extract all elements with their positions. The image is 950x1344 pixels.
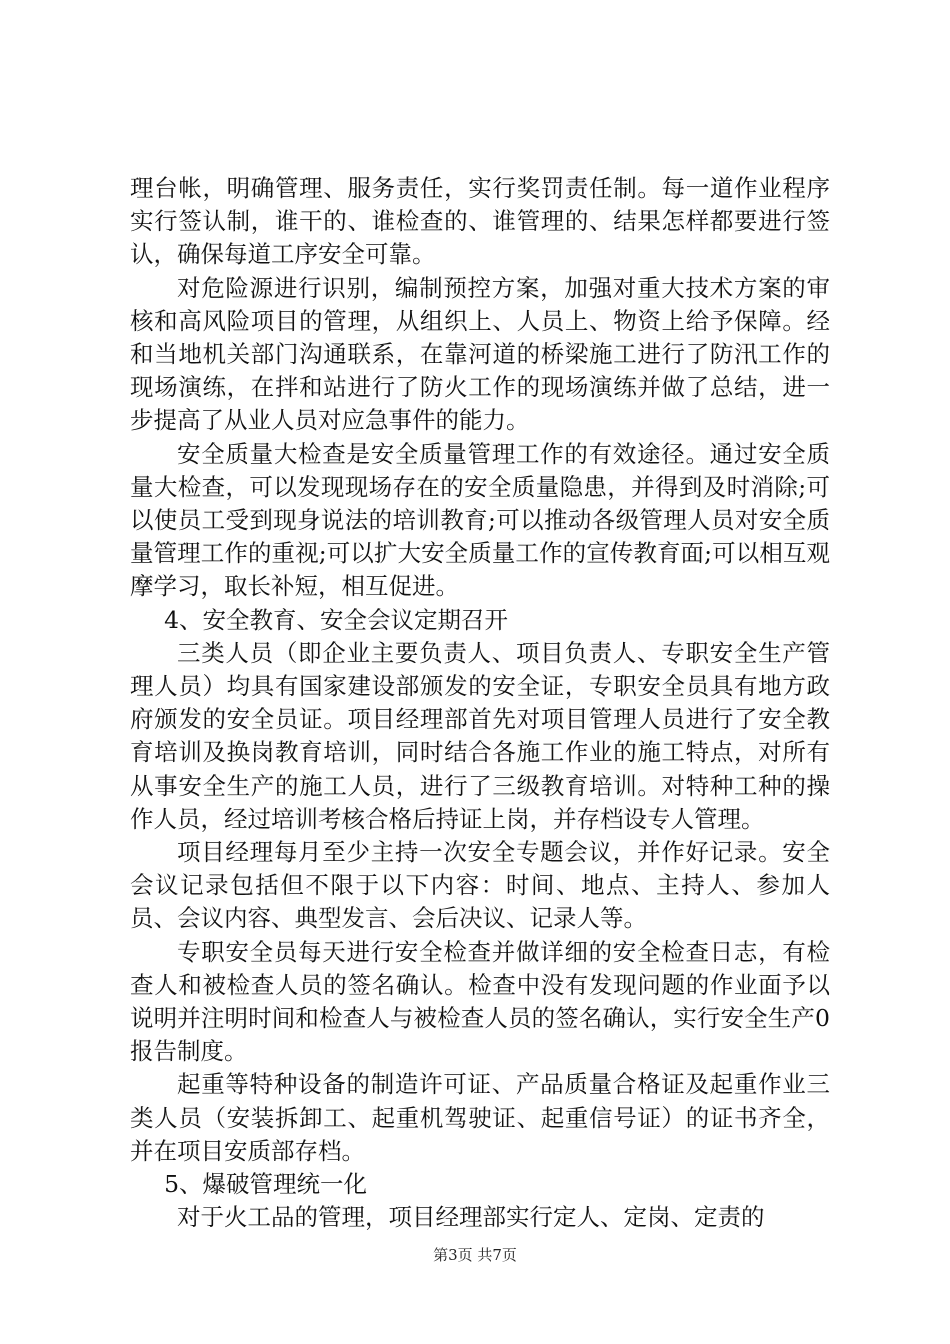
paragraph-hazard-identification: 对危险源进行识别，编制预控方案，加强对重大技术方案的审核和高风险项目的管理，从组织上、人员上、物资上给予保障。经和当地机关部门沟通联系，在靠河道的桥梁施工进行了防汛工作的现场演练，在拌和站进行了防火工作的现场演练并做了总结，进一步提高了从业人员对应急事件的能力。 — [130, 273, 830, 435]
paragraph-continuation: 理台帐，明确管理、服务责任，实行奖罚责任制。每一道作业程序实行签认制，谁干的、谁检查的、谁管理的、结果怎样都要进行签认，确保每道工序安全可靠。 — [130, 174, 830, 269]
page-number: 第3页 共7页 — [433, 1246, 517, 1264]
section-heading-5: 5、爆破管理统一化 — [164, 1170, 368, 1199]
paragraph-three-personnel: 三类人员（即企业主要负责人、项目负责人、专职安全生产管理人员）均具有国家建设部颁发的安全证，专职安全员具有地方政府颁发的安全员证。项目经理部首先对项目管理人员进行了安全教育培训及换岗教育培训，同时结合各施工作业的施工特点，对所有从事安全生产的施工人员，进行了三级教育培训。对特种工种的操作人员，经过培训考核合格后持证上岗，并存档设专人管理。 — [130, 638, 830, 833]
document-body — [130, 172, 830, 1235]
paragraph-special-equipment: 起重等特种设备的制造许可证、产品质量合格证及起重作业三类人员（安装拆卸工、起重机驾驶证、起重信号证）的证书齐全，并在项目安质部存档。 — [130, 1070, 830, 1165]
page-footer — [0, 1244, 950, 1265]
paragraph-daily-inspection: 专职安全员每天进行安全检查并做详细的安全检查日志，有检查人和被检查人员的签名确认。检查中没有发现问题的作业面予以说明并注明时间和检查人与被检查人员的签名确认，实行安全生产0报告制度。 — [130, 937, 830, 1066]
paragraph-explosives: 对于火工品的管理，项目经理部实行定人、定岗、定责的 — [177, 1203, 765, 1232]
paragraph-safety-inspection: 安全质量大检查是安全质量管理工作的有效途径。通过安全质量大检查，可以发现现场存在的安全质量隐患，并得到及时消除;可以使员工受到现身说法的培训教育;可以推动各级管理人员对安全质量管理工作的重视;可以扩大安全质量工作的宣传教育面;可以相互观摩学习，取长补短，相互促进。 — [130, 439, 830, 601]
paragraph-monthly-meeting: 项目经理每月至少主持一次安全专题会议，并作好记录。安全会议记录包括但不限于以下内容：时间、地点、主持人、参加人员、会议内容、典型发言、会后决议、记录人等。 — [130, 838, 830, 933]
section-heading-4: 4、安全教育、安全会议定期召开 — [164, 605, 509, 634]
